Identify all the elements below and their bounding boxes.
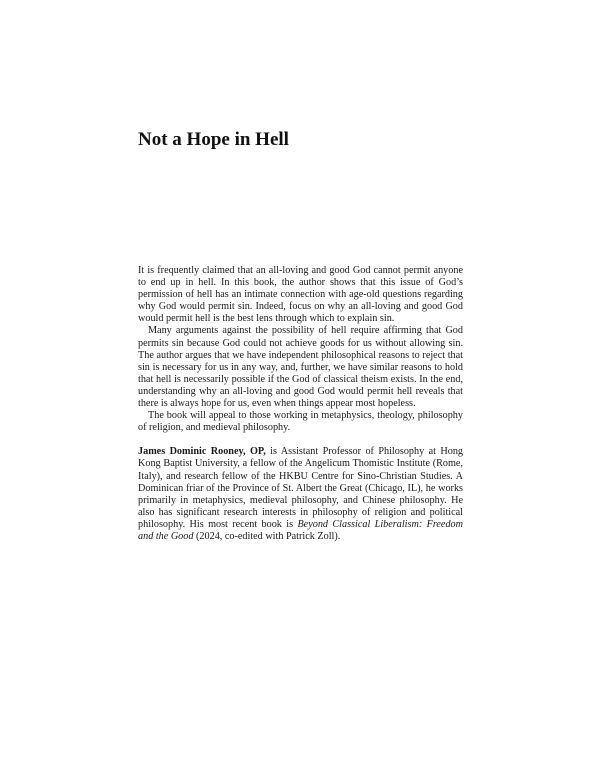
description-paragraph-2: Many arguments against the possibility of hell require affirming that God permits sin because God could not achieve goods for us without allowing sin. The author argues that we have independent philosophical reasons to reject that sin is necessary for us in any way, and, further, we have similar reasons to hold that hell is necessarily possible if the God of classical theism exists. In the end, understanding why an all-loving and good God would permit hell reveals that there is always hope for us, even when things appear most hopeless. bbox=[138, 325, 463, 410]
author-bio-text-a: is Assistant Professor of Philosophy at Hong Kong Baptist University, a fellow of the Angelicum Thomistic Institute (Rome, Italy), and research fellow of the HKBU Centre for Sino-Christian Studies. A Dominican friar of the Province of St. Albert the Great (Chicago, IL), he works primarily in metaphysics, medieval philosophy, and Chinese philosophy. He also has significant research interests in philosophy of religion and political philosophy. His most recent book is bbox=[138, 446, 464, 530]
page-title: Not a Hope in Hell bbox=[138, 129, 289, 150]
author-bio bbox=[138, 446, 463, 543]
description-paragraph-3: The book will appeal to those working in metaphysics, theology, philosophy of religion, and medieval philosophy. bbox=[138, 410, 463, 434]
recent-book-title: Beyond Classical Liberalism: Freedom and the Good bbox=[138, 518, 463, 542]
book-description bbox=[138, 265, 463, 543]
author-name: James Dominic Rooney, OP, bbox=[138, 446, 266, 458]
description-paragraph-1: It is frequently claimed that an all-loving and good God cannot permit anyone to end up in hell. In this book, the author shows that this issue of God’s permission of hell has an intimate connection with age-old questions regarding why God would permit sin. Indeed, focus on why an all-loving and good God would permit hell is the best lens through which to explain sin. bbox=[138, 265, 463, 325]
author-bio-text-b: (2024, co-edited with Patrick Zoll). bbox=[193, 530, 341, 542]
